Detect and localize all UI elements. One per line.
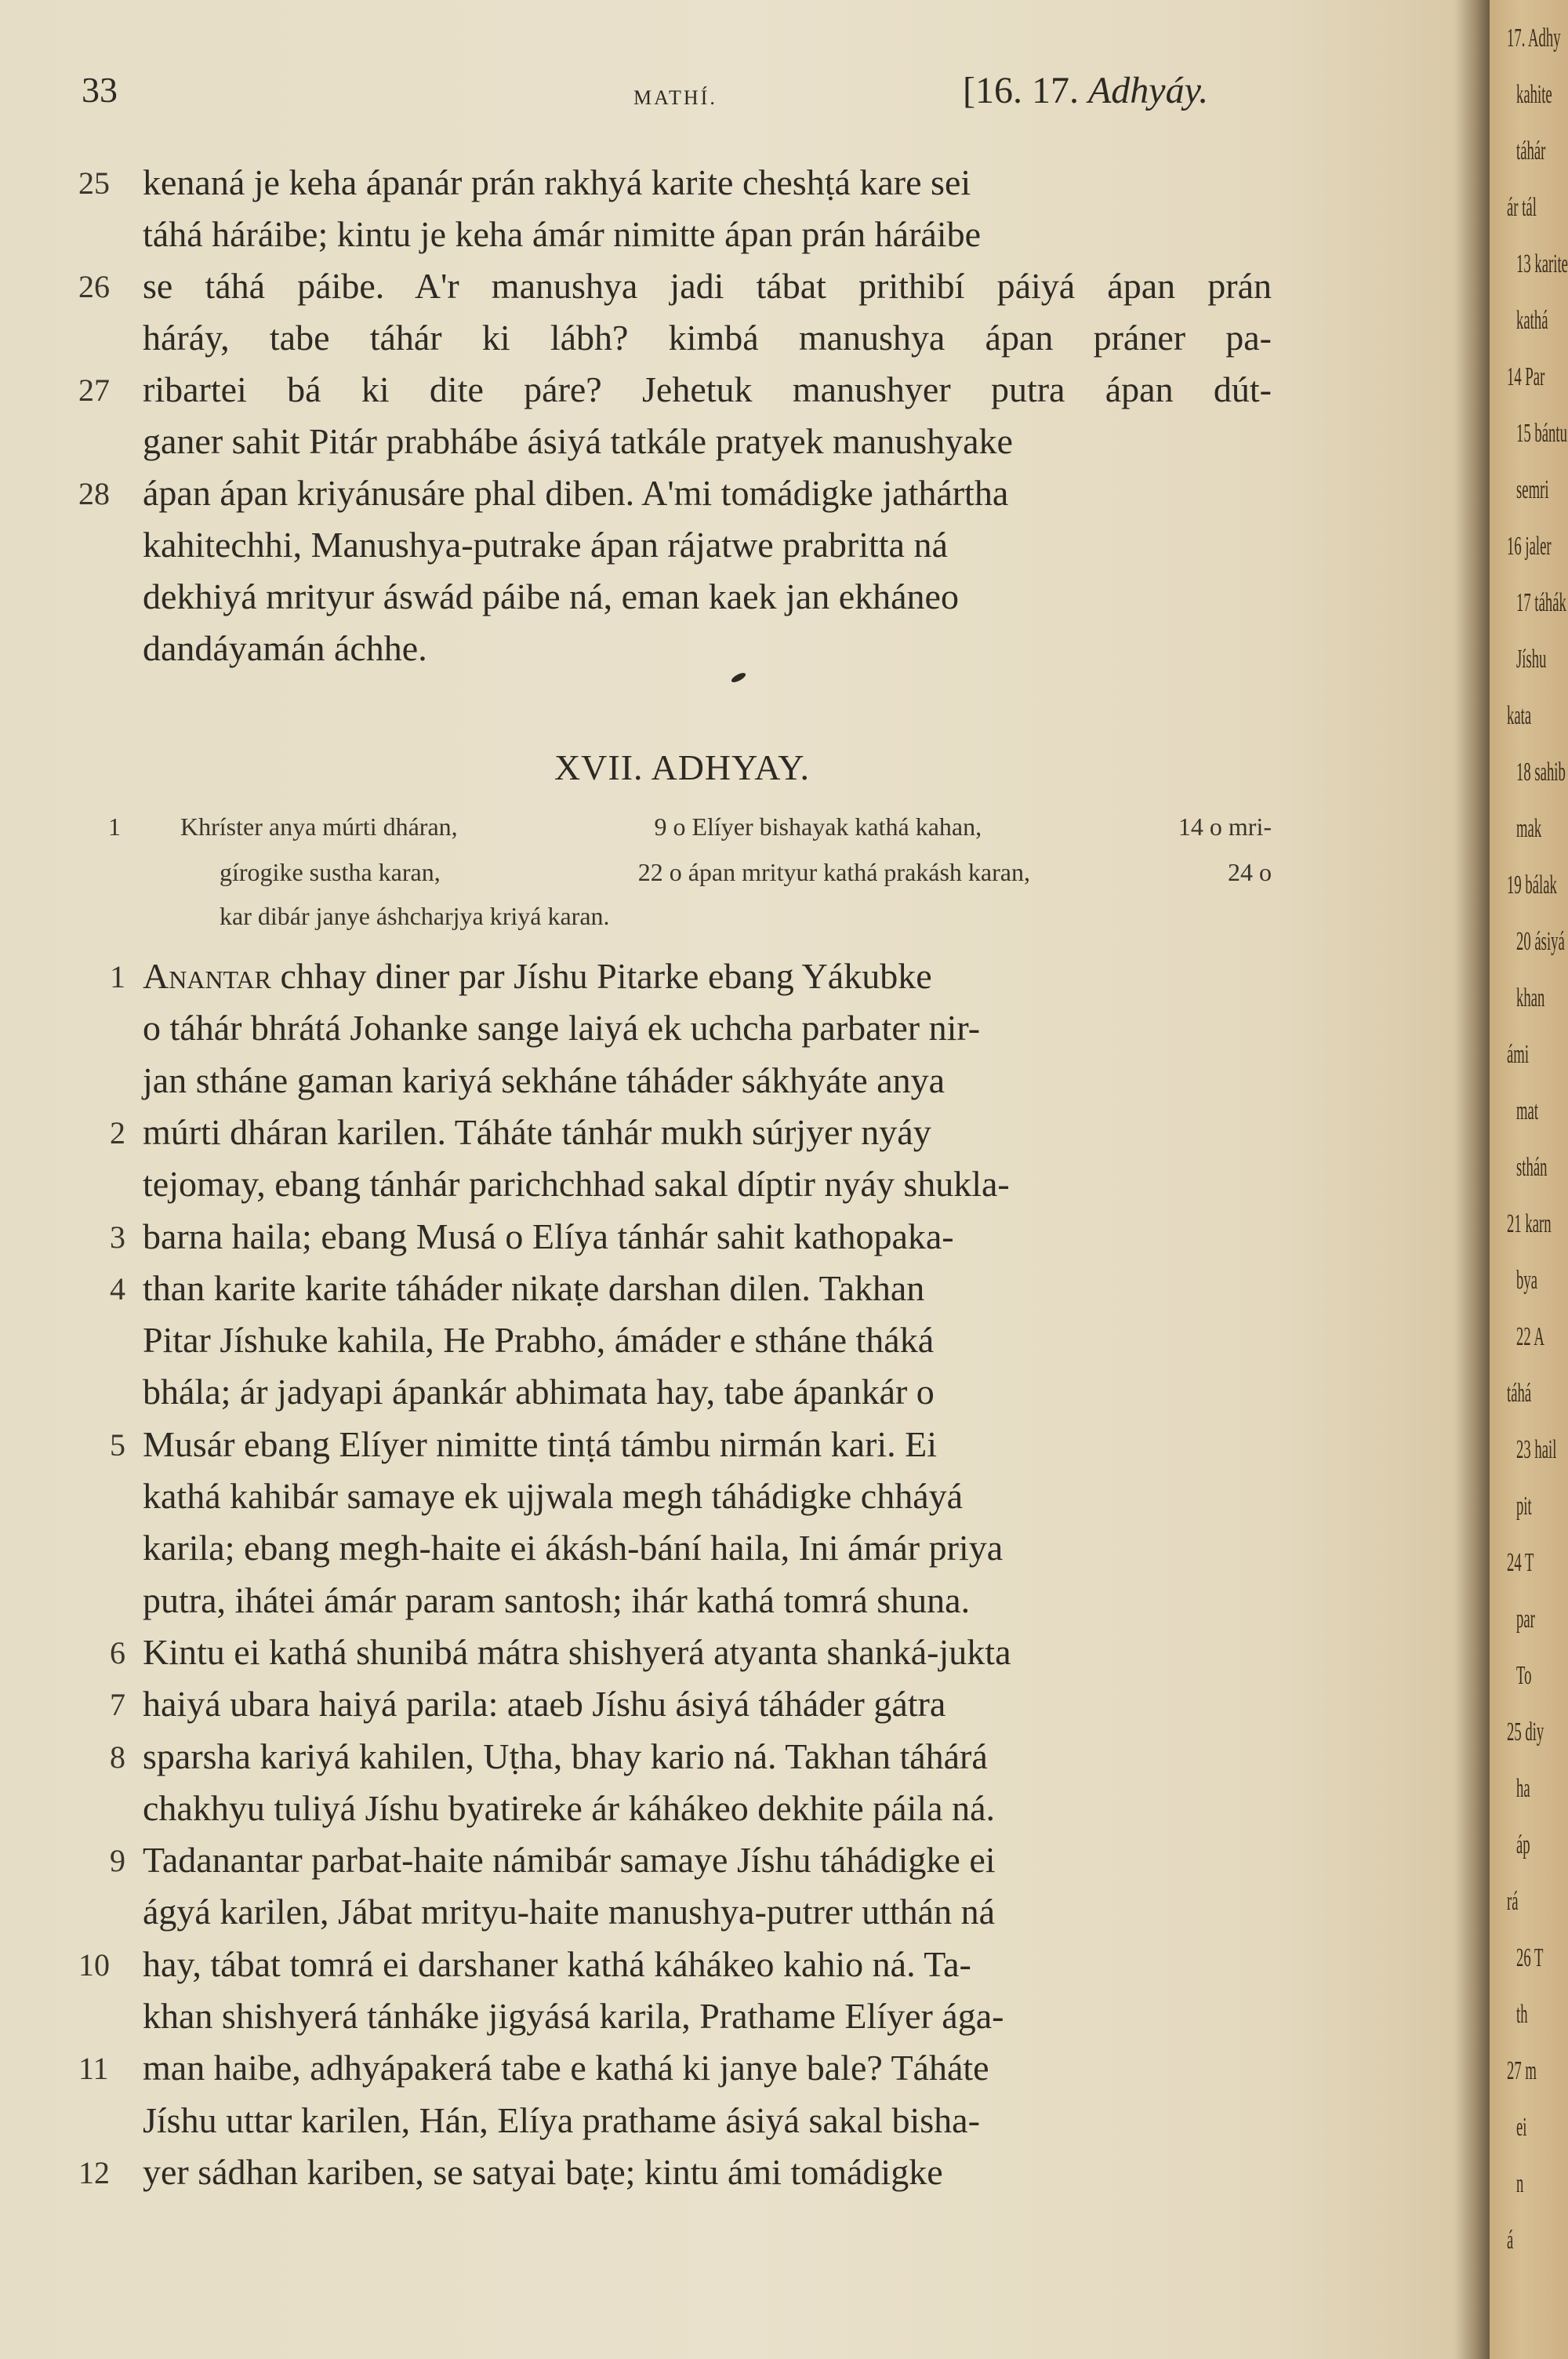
facing-page-fragment: mak [1516,814,1542,843]
facing-page-fragment: sthán [1516,1153,1548,1182]
facing-page-fragment: Jíshu [1516,645,1547,674]
text-line [143,265,1272,317]
running-head [0,69,1494,124]
verse-number: 4 [110,1270,125,1307]
verse-number: 28 [78,476,110,511]
chapter-title: XVII. ADHYAY. [554,747,811,787]
summary-part: 9 o Elíyer bishayak kathá kahan, [654,812,982,841]
facing-page-fragment: 16 jaler [1507,532,1552,561]
summary-part: 24 o [1228,858,1272,886]
verse-number: 6 [110,1634,125,1670]
facing-page-fragment: khan [1516,983,1545,1012]
verse-number: 27 [78,373,110,408]
text-line [143,472,1272,524]
facing-page-fragment: 18 sahib [1516,758,1566,787]
text-line [143,420,1272,472]
line-text: Musár ebang Elíyer nimitte tinṭá támbu nirmán kari. Ei [143,1423,938,1464]
line-text: ganer sahit Pitár prabhábe ásiyá tatkále pratyek manushyake [143,421,1013,461]
facing-page-fragment: semri [1516,475,1549,504]
line-text: kathá kahibár samaye ek ujjwala megh táhádigke chháyá [143,1476,964,1516]
text-line [143,1736,1272,1787]
text-line [143,1631,1272,1683]
line-text: barna haila; ebang Musá o Elíya tánhár sahit kathopaka- [143,1216,954,1256]
line-text: Kintu ei kathá shunibá mátra shishyerá atyanta shanká-jukta [143,1631,1011,1672]
facing-page-fragment: 27 m [1507,2056,1537,2085]
text-line [143,1423,1272,1475]
text-line [143,955,1272,1007]
chapter-reference [963,69,1208,112]
verse-number: 11 [78,2051,109,2087]
summary-part: Khríster anya múrti dháran, [180,812,458,841]
facing-page-fragment: rá [1507,1887,1519,1916]
line-text: táhá háráibe; kintu je keha ámár nimitte ápan prán háráibe [143,214,982,254]
facing-page-fragment: 13 karite [1516,249,1568,278]
text-line [143,524,1272,576]
text-line [143,1839,1272,1891]
text-line [143,1319,1272,1371]
line-text: bhála; ár jadyapi ápankár abhimata hay, tabe ápankár o [143,1372,935,1412]
text-line [143,1267,1272,1319]
text-line [143,1111,1272,1163]
text-line [143,1475,1272,1527]
facing-page-fragment: 17 táhák [1516,588,1566,617]
summary-line [220,902,610,931]
facing-page-fragment: 19 bálak [1507,871,1557,900]
facing-page-fragment: par [1516,1605,1535,1634]
text-line [143,162,1272,213]
line-text: ágyá karilen, Jábat mrityu-haite manushya-putrer utthán ná [143,1892,995,1932]
summary-part: 14 o mri- [1178,812,1272,841]
facing-page-fragment: 23 hail [1516,1435,1557,1464]
line-text: Jíshu uttar karilen, Hán, Elíya prathame ásiyá sakal bisha- [143,2099,980,2140]
running-title: MATHÍ. [633,86,717,109]
facing-page-fragment: 20 ásiyá [1516,927,1565,956]
summary-line [220,858,1272,887]
line-text: ribartei bá ki dite páre? Jehetuk manushyer putra ápan dút- [143,369,1272,409]
text-line [143,2099,1272,2151]
facing-page-fragment: 14 Par [1507,362,1545,391]
text-line [143,317,1272,369]
line-text: múrti dháran karilen. Táháte tánhár mukh súrjyer nyáy [143,1111,931,1152]
line-text: sparsha kariyá kahilen, Uṭha, bhay kario ná. Takhan táhárá [143,1736,988,1776]
facing-page-fragment: 17. Adhy [1507,24,1561,53]
line-text: háráy, tabe táhár ki lábh? kimbá manushya ápan práner pa- [143,318,1272,358]
line-text: tejomay, ebang tánhár parichchhad sakal díptir nyáy shukla- [143,1164,1010,1205]
verse-number: 10 [78,1946,110,1983]
verse-number: 5 [110,1427,125,1463]
verse-number: 12 [78,2154,110,2190]
text-line [143,1371,1272,1423]
verse-number: 7 [110,1687,125,1723]
facing-page-fragment: kathá [1516,306,1548,335]
line-text: karila; ebang megh-haite ei ákásh-bání haila, Ini ámár priya [143,1528,1004,1568]
verse-number: 3 [110,1219,125,1255]
text-line [143,2151,1272,2203]
text-line [143,1891,1272,1943]
book-gutter-shadow [1454,0,1490,2359]
summary-part: kar dibár janye áshcharjya kriyá karan. [220,902,610,930]
line-text: o táhár bhrátá Johanke sange laiyá ek uchcha parbater nir- [143,1008,981,1049]
facing-page-fragment: kahite [1516,80,1552,109]
facing-page-fragment: ei [1516,2113,1527,2142]
line-text: haiyá ubara haiyá parila: ataeb Jíshu ásiyá táháder gátra [143,1684,946,1725]
facing-page-fragment: th [1516,2000,1528,2029]
verse-number: 9 [110,1843,125,1879]
facing-page-fragment: 15 bántu [1516,419,1567,448]
facing-page-fragment: ha [1516,1774,1530,1803]
summary-part: 22 o ápan mrityur kathá prakásh karan, [637,858,1030,886]
text-line [143,1787,1272,1839]
text-line [143,1007,1272,1059]
verse-number: 8 [110,1739,125,1775]
facing-page-fragment: pit [1516,1492,1532,1521]
text-line [143,213,1272,265]
line-text: man haibe, adhyápakerá tabe e kathá ki janye bale? Táháte [143,2048,989,2088]
line-text: se táhá páibe. A'r manushya jadi tábat prithibí páiyá ápan prán [143,266,1272,306]
verse-number: 25 [78,165,110,201]
line-text: Pitar Jíshuke kahila, He Prabho, ámáder e stháne tháká [143,1320,935,1361]
line-text: dandáyamán áchhe. [143,628,427,668]
facing-page-fragment: 26 T [1516,1943,1544,1972]
summary-marker: 1 [108,812,121,841]
facing-page-fragment: kata [1507,701,1532,730]
facing-page-fragment: ámi [1507,1040,1530,1069]
facing-page-fragment: táhár [1516,136,1546,165]
line-text: kenaná je keha ápanár prán rakhyá karite cheshṭá kare sei [143,162,971,202]
text-line [143,1995,1272,2047]
line-text: yer sádhan kariben, se satyai baṭe; kintu ámi tomádigke [143,2151,943,2192]
facing-page-fragment: 21 karn [1507,1209,1552,1238]
facing-page-fragment: mat [1516,1096,1539,1125]
line-text: Anantar chhay diner par Jíshu Pitarke ebang Yákubke [143,956,932,996]
line-text: ápan ápan kriyánusáre phal diben. A'mi tomádigke jathártha [143,473,1009,513]
verse-number: 2 [110,1114,125,1150]
summary-line [180,812,1272,841]
summary-part: gírogike sustha karan, [220,858,441,886]
text-line [143,369,1272,420]
line-text: khan shishyerá tánháke jigyásá karila, Prathame Elíyer ága- [143,1996,1004,2036]
facing-page-fragment: bya [1516,1266,1538,1295]
facing-page-fragment: áp [1516,1830,1530,1859]
line-text: chakhyu tuliyá Jíshu byatireke ár káhákeo dekhite páila ná. [143,1787,995,1828]
line-text: dekhiyá mrityur áswád páibe ná, eman kaek jan ekháneo [143,576,959,616]
facing-page-fragment: To [1516,1661,1532,1690]
text-line [143,1216,1272,1267]
verse-number: 26 [78,269,110,304]
reference-prefix: [16. 17. [963,70,1079,111]
facing-page-fragment: 24 T [1507,1548,1534,1577]
text-line [143,627,1272,679]
reference-italic: Adhyáy. [1087,70,1209,111]
line-text: Tadanantar parbat-haite námibár samaye Jíshu táhádigke ei [143,1840,996,1881]
text-line [143,1683,1272,1735]
line-text: than karite karite táháder nikaṭe darshan dilen. Takhan [143,1267,925,1308]
text-line [143,2047,1272,2099]
facing-page-fragment: n [1516,2169,1524,2198]
facing-page-fragment: á [1507,2226,1514,2255]
page-number: 33 [82,70,118,110]
facing-page-fragment: ár tál [1507,193,1537,222]
verse-number: 1 [110,959,125,994]
text-line [143,576,1272,627]
text-line [143,1943,1272,1995]
facing-page-fragment: 22 A [1516,1322,1544,1351]
line-text: jan stháne gaman kariyá sekháne táháder sákhyáte anya [143,1060,946,1100]
text-line [143,1163,1272,1215]
facing-page-fragment: táhá [1507,1379,1532,1408]
facing-page-edge [1490,0,1568,2359]
line-text: hay, tábat tomrá ei darshaner kathá káhákeo kahio ná. Ta- [143,1943,971,1984]
line-text: kahitechhi, Manushya-putrake ápan rájatwe prabritta ná [143,525,948,565]
text-line [143,1579,1272,1631]
text-line [143,1060,1272,1111]
text-line [143,1527,1272,1579]
line-text: putra, ihátei ámár param santosh; ihár kathá tomrá shuna. [143,1579,971,1620]
facing-page-fragment: 25 diy [1507,1717,1544,1747]
